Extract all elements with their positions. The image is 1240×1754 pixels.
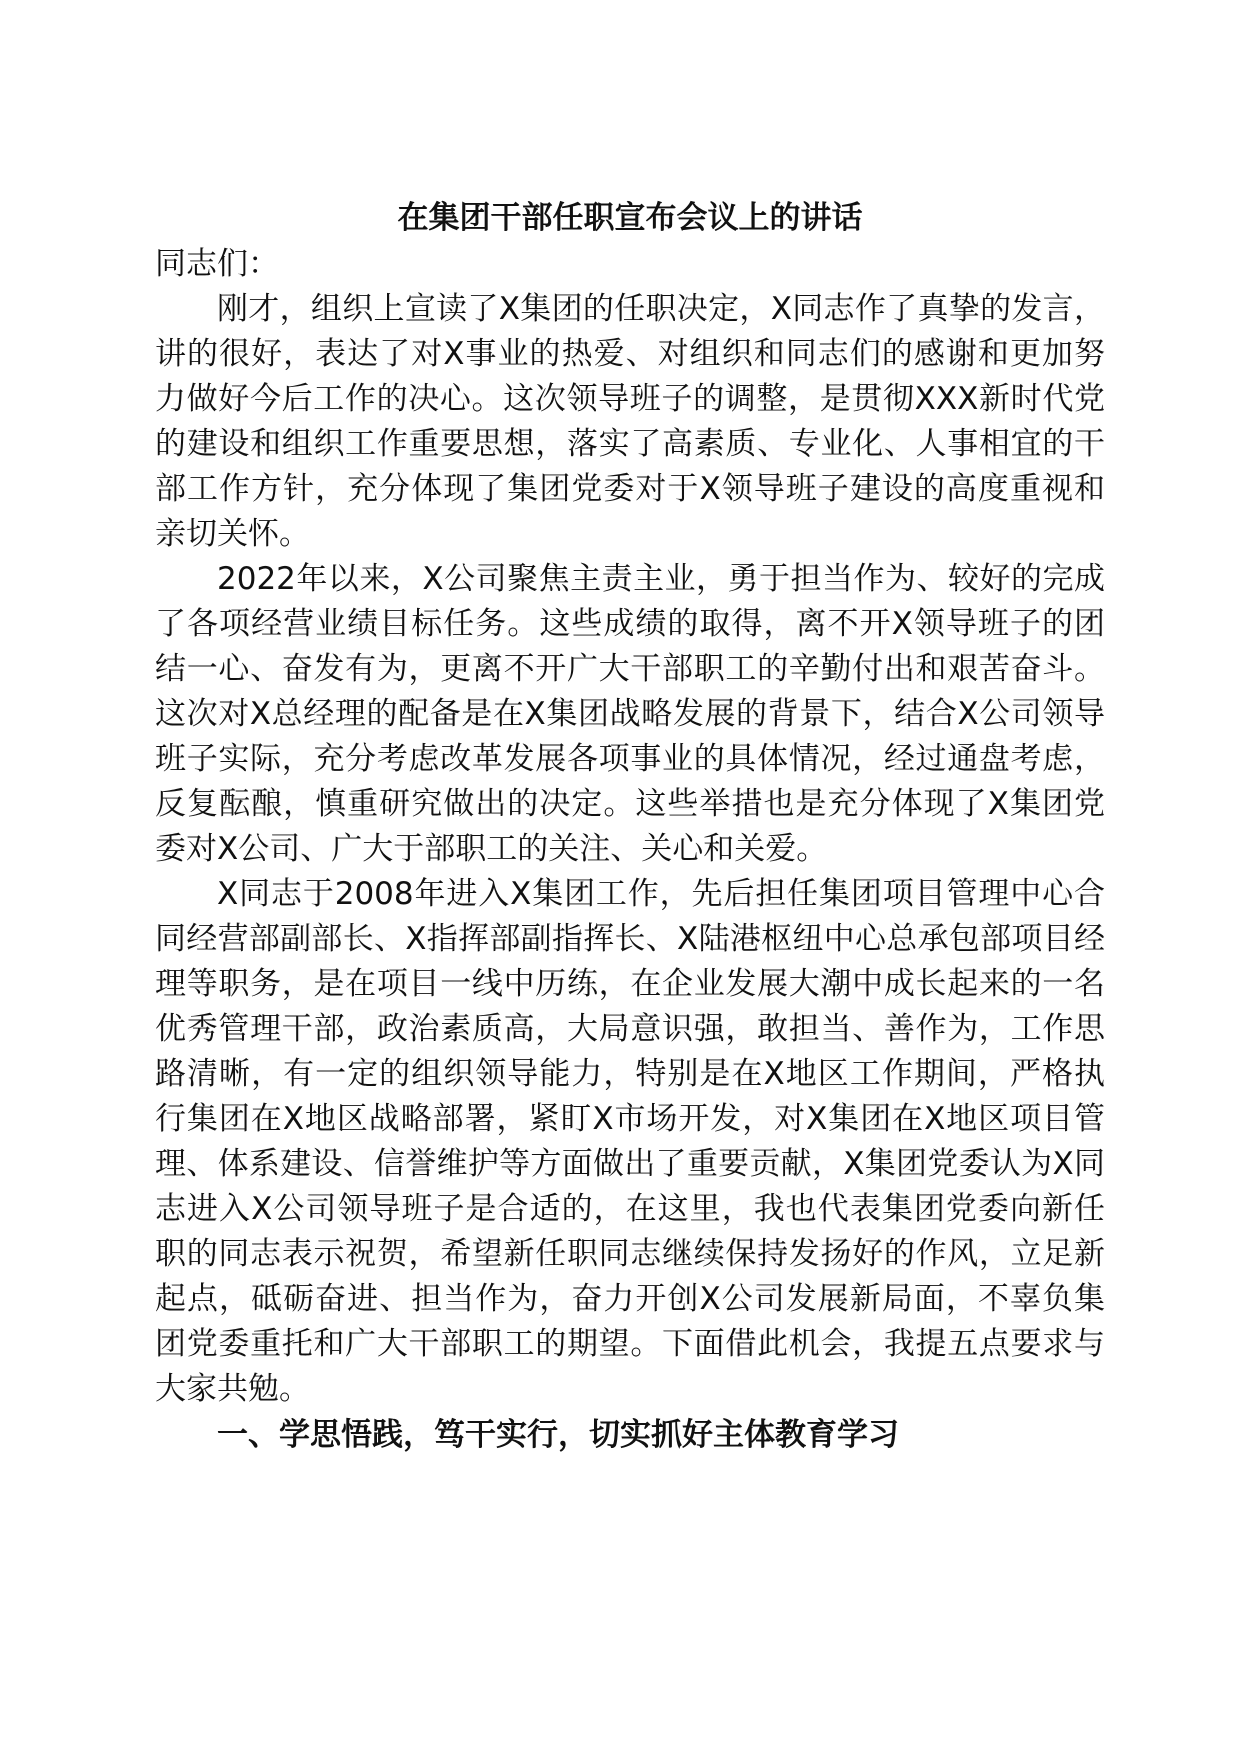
section-heading: 一、学思悟践，笃干实行，切实抓好主体教育学习: [217, 1417, 899, 1453]
paragraph-1: 刚才，组织上宣读了X集团的任职决定，X同志作了真挚的发言，讲的很好，表达了对X事业的热爱、对组织和同志们的感谢和更加努力做好今后工作的决心。这次领导班子的调整，是贯彻XXX新时代党的建设和组织工作重要思想，落实了高素质、专业化、人事相宜的干部工作方针，充分体现了集团党委对于X领导班子建设的高度重视和亲切关怀。: [155, 291, 1105, 552]
document-body: [155, 195, 1105, 1458]
document-title: 在集团干部任职宣布会议上的讲话: [397, 200, 863, 236]
paragraph-2: 2022年以来，X公司聚焦主责主业，勇于担当作为、较好的完成了各项经营业绩目标任务。这些成绩的取得，离不开X领导班子的团结一心、奋发有为，更离不开广大干部职工的辛勤付出和艰苦奋斗。这次对X总经理的配备是在X集团战略发展的背景下，结合X公司领导班子实际，充分考虑改革发展各项事业的具体情况，经过通盘考虑，反复酝酿，慎重研究做出的决定。这些举措也是充分体现了X集团党委对X公司、广大于部职工的关注、关心和关爱。: [155, 561, 1105, 867]
paragraph-3: X同志于2008年进入X集团工作，先后担任集团项目管理中心合同经营部副部长、X指挥部副指挥长、X陆港枢纽中心总承包部项目经理等职务，是在项目一线中历练，在企业发展大潮中成长起来的一名优秀管理干部，政治素质高，大局意识强，敢担当、善作为，工作思路清晰，有一定的组织领导能力，特别是在X地区工作期间，严格执行集团在X地区战略部署，紧盯X市场开发，对X集团在X地区项目管理、体系建设、信誉维护等方面做出了重要贡献，X集团党委认为X同志进入X公司领导班子是合适的，在这里，我也代表集团党委向新任职的同志表示祝贺，希望新任职同志继续保持发扬好的作风，立足新起点，砥砺奋进、担当作为，奋力开创X公司发展新局面，不辜负集团党委重托和广大干部职工的期望。下面借此机会，我提五点要求与大家共勉。: [155, 876, 1105, 1407]
salutation: 同志们：: [155, 246, 279, 282]
